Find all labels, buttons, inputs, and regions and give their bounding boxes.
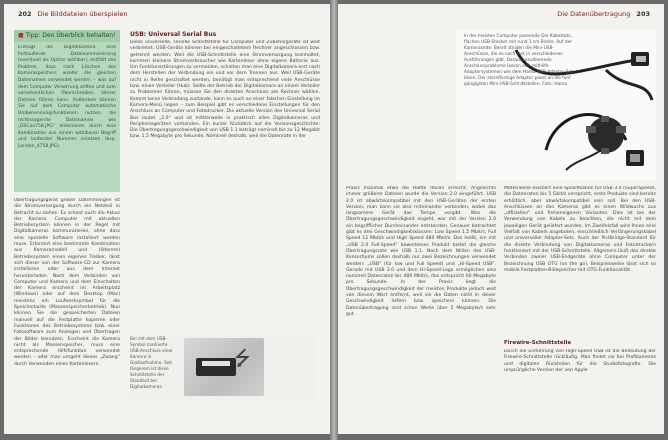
right-page-number: 203 (636, 10, 650, 18)
usb-symbol-icon: ⭍ (234, 346, 251, 370)
usb-paragraph: Diese universelle, serielle Schnittstelle für Computer und Zubehörgeräte ist weit verbreitet. USB-Geräte können bei eingeschaltetem Rechner angeschlossen bzw. getrennt werden. Weil die USB-Schnittstelle eine Stromversorgung beinhaltet, kommen kleinere Stromverbraucher wie Kartenleser ohne eigene Batterie aus. Um Funktionsstörungen zu vermeiden, schalten man eine Digitalkamera erst nach dem Herstellen der Verbindung ein und vor dem Trennen aus. Weil USB-Geräte nicht in Reihe geschaltet werden, benötigt man entsprechend viele Anschlüsse bzw. einen Verteiler (Hub). Sollte der Betrieb der Digitalkamera an einem Verteiler zu Problemen führen, müssen Sie den direkten Anschluss am Rechner wählen. Kommt keine Verbindung zustande, kann es auch an einer falschen Einstellung im Kamera-Menü liegen – zum Beispiel gibt es verschiedene Einstellungen für den Anschluss an Computer und Fotodrucker. Die aktuelle Version des Universal Serial Bus lautet „2.0“ und ist mittlerweile in praktisch allen Digitalkameras und Peripheriegeräten vorhanden. Ein kurzer Rückblick auf die Versionsgeschichte: Die Übertragungsgeschwindigkeit von USB 1.1 beträgt nominell bis zu 12 Megabit bzw. 1,5 Megabyte pro Sekunde. Nominell deshalb, weil die Datenrate in der (130, 40, 320, 140)
usb-text-column (130, 40, 320, 330)
right-page (338, 4, 664, 434)
tip-body: Erzeugt die Digitalkamera eine fortlaufende Dateinummerierung (eventuell als Option wählbar), entfällt das Problem, dass nach Löschen des Kameraspeichers wieder die gleichen Dateinamen verwendet werden – was auf dem Computer Verwirrung stiften und zum versehentlichen Überschreiben älterer Dateien führen kann. Außerdem können Sie auf dem Computer automatische Umbenennungsfunktionen nutzen, die nichtssagende Dateinamen wie „DSCoo758.JPG“ eliminieren durch eine Kombination aus einem wählbaren Begriff und laufender Nummer ersetzen (bsp. London_4758.JPG). (18, 45, 116, 149)
tip-title-text: Tipp: Den Überblick behalten! (25, 32, 116, 39)
right-column-2 (504, 186, 656, 336)
right-header-title: Die Datenübertragung (557, 10, 631, 18)
photo-caption: In der meisten Computer passende Die Kabelsatz, flachen USB-Stecker mit rund 1 cm Breite. Auf der Kameraseite: Bereit stinden die Mini-USB-Anschlüsse, die es noch fast in verschiedenen Ausführungen gibt. Daraus resultierende Anschlussprobleme lassen sich mithilfe Adaptersystemen wie dem Hama USB-Adapter-Set lösen. Der sternförmige Adapter passt an die fünf gängigsten Mini-USB-Schnittstellen. Foto: Hama (464, 34, 573, 87)
usb-port-image (184, 338, 264, 396)
usb-heading: USB: Universal Serial Bus (130, 31, 217, 38)
left-page (4, 4, 330, 434)
left-page-number: 202 (18, 10, 32, 18)
firewire-text (504, 349, 656, 427)
left-bottom-text (14, 198, 120, 422)
book-gutter (330, 0, 338, 440)
left-running-header (14, 10, 128, 18)
usb-cables-photo (456, 30, 656, 180)
usb-figure-caption: Bei mit dem USB-Symbol markierte USB-Anschluss einer Kamera in Großaufnahme. Seit längerem ist diese Schnittstelle der Standard bei Digitalkameras. (130, 336, 173, 389)
tip-box (14, 30, 120, 192)
firewire-paragraph: Durch die Einführung von High-Speed USB ist die Bedeutung der Firewire-Schnittstelle rückläufig. Man findet sie bei Profikameras und digitalen Rückteilen für die Studiofotografie. Die ursprüngliche Version der von Apple (504, 349, 656, 373)
right-col2-paragraph: Mittlerweile existiert eine Spezifikation für USB 3.0 (SuperSpeed), die Datenraten bis 5 Gbit/s verspricht, erste Produkte sind bereits erhältlich, aber abwärtskompatibel sein soll. Bei den USB-Anschlüssen an den Kameras gibt es einen Wildwuchs aus „offiziellen“ und firmeneigenen Varianten. Dies ist bei der Verwendung von Kabeln zu beachten, die nicht mit dem jeweiligen Gerät geliefert wurden. Im Zweifelsfall wird Ihnen eine Vielfalt von Kabeln angeboten, einschließlich Verlängerungskabel und universeller Adapter-Sets. Auch der PictBridge-Standard für die direkte Verbindung von Digitalkameras und Fotodruckern funktioniert mit der USB-Schnittstelle. Allgemein läuft das direkte Verbinden zweier USB-Endgeräte ohne Computer unter der Bezeichnung USB OTG (on the go). Beispielsweise lässt sich so mobile Festplatten-Bildspeicher mit OTG-Funktionalität. (504, 186, 656, 273)
tip-bullet-icon: ■ (18, 32, 24, 39)
usb-port-figure (130, 334, 316, 400)
tip-title (14, 30, 120, 42)
right-column-1 (346, 186, 496, 426)
usb-slot (196, 358, 236, 376)
left-header-title: Die Bilddateien überspielen (37, 10, 128, 18)
firewire-heading: Firewire-Schnittstelle (504, 340, 572, 346)
right-col1-paragraph: Praxis maximal etwa die Hälfte davon erreicht. Angesichts immer größerer Dateien wurde die Version 2.0 eingeführt. USB 2.0 ist abwärtskompatibel mit den USB-Geräten der ersten Version, man kann sie also miteinander verbinden, wobei das langsamere Gerät das Tempo vorgibt. Was die Übertragungsgeschwindigkeit angeht, war mit der Version 2.0 ein begrifflicher Durcheinander entstanden. Genauer betrachtet gibt es drei Geschwindigkeitsklassen: Low Speed 1,5 Mbit/s, Full Speed 12 Mbit/s und High Speed 480 Mbit/s. Das heißt, ein mit „USB 2.0 Full-Speed“ beworbenes Produkt bietet die gleiche Übertragungsrate wie USB 1.1. Nach dem Willen des USB-Konsortiums sollen deshalb nur zwei Bezeichnungen verwendet werden: „USB“ (für low und Full Speed) und „Hi-Speed USB“. Gerade mit USB 3.0 und dem Hi-Speed-Logo ermöglichen also nominell Datenraten bis 480 Mbit/s, das entspricht 60 Megabyte pro Sekunde. In der Praxis liegt die Übertragungsgeschwindigkeit der meisten Produkte jedoch weit von diesem Wert entfernt, weil sie die Daten nicht in dieser Geschwindigkeit liefern bzw. speichern können. Die Datenübertragung sind schon Werte über 5 Megabyte/s sehr gut. (346, 186, 496, 317)
right-running-header (557, 10, 654, 18)
left-bottom-paragraph: Übertragungsgerät großer Datenmengen ist die Stromversorgung durch ein Netzteil in Betracht zu ziehen. Es schont auch die Akkus der Kamera. Computer mit aktuellen Betriebssystem können in der Regel mit Digitalkameras kommunizieren, ohne dass eine spezielle Software installiert werden muss. Erfordert eine bestimmte Kombination aus Kameramodell und (älterem) Betriebssystem einen eigenen Treiber, lässt sich dieser von der Software-CD zur Kamera installieren oder aus dem Internet herunterladen. Nach dem Verbinden von Computer und Kamera und dem Einschalten der Kamera erscheint im Arbeitsplatz (Windows) oder auf dem Desktop (Mac) meistens ein Laufwerksymbol für die Speicherkarte (Massenspeicherbetrieb). Nun können Sie die gespeicherten Dateien manuell auf die Festplatte kopieren oder Funktionen des Betriebssystems bzw. einer Fotosoftware zum Anzeigen und Übertragen der Bilder benutzen. Erscheint die Kamera nicht als Massenspeicher, muss eine entsprechende Hilfsfunktion verwendet werden – oder man umgeht dieses „Zwang“ durch Verwenden eines Kartenlesers. (14, 198, 120, 367)
